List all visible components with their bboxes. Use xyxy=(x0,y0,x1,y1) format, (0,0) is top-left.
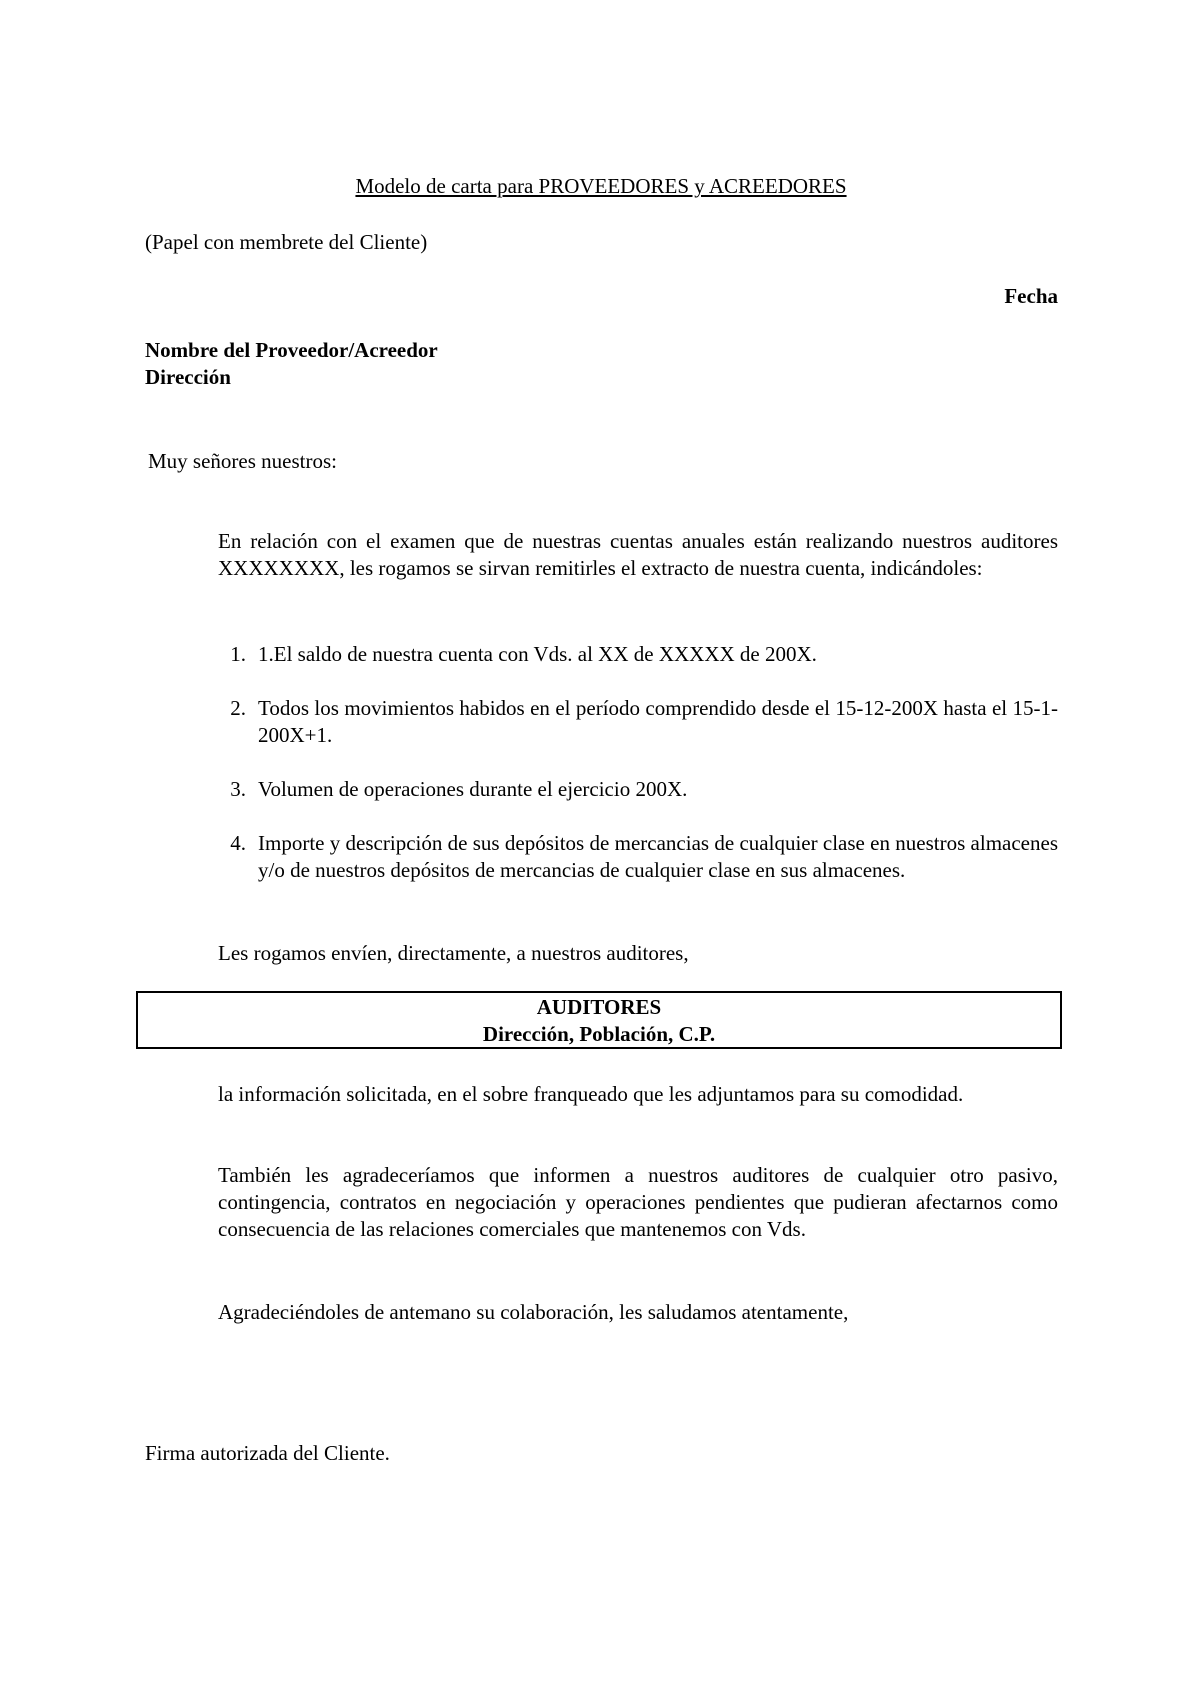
letterhead-note: (Papel con membrete del Cliente) xyxy=(145,230,428,254)
signature-line: Firma autorizada del Cliente. xyxy=(145,1441,390,1465)
list-item-number: 3. xyxy=(230,777,246,801)
request-line: Les rogamos envíen, directamente, a nuestros auditores, xyxy=(218,941,689,965)
list-item-number: 2. xyxy=(230,696,246,720)
list-item-text: Volumen de operaciones durante el ejercicio 200X. xyxy=(258,777,688,801)
recipient-name: Nombre del Proveedor/Acreedor xyxy=(145,338,438,362)
info-paragraph: la información solicitada, en el sobre franqueado que les adjuntamos para su comodidad. xyxy=(218,1082,964,1106)
closing-line: Agradeciéndoles de antemano su colaboración, les saludamos atentamente, xyxy=(218,1300,849,1324)
salutation: Muy señores nuestros: xyxy=(148,449,337,473)
letter-title: Modelo de carta para PROVEEDORES y ACREEDORES xyxy=(355,174,847,198)
recipient-address: Dirección xyxy=(145,365,231,389)
list-item-number: 4. xyxy=(230,831,246,855)
date-label: Fecha xyxy=(1004,284,1058,308)
auditors-box xyxy=(136,991,1062,1049)
list-item-text: Importe y descripción de sus depósitos de mercancias de cualquier clase en nuestros almacenes y/o de nuestros depósitos de mercancias de cualquier clase en sus almacenes. xyxy=(258,831,1058,882)
list-item-number: 1. xyxy=(230,642,246,666)
auditors-name: AUDITORES xyxy=(536,995,662,1019)
intro-paragraph: En relación con el examen que de nuestras cuentas anuales están realizando nuestros auditores XXXXXXXX, les rogamos se sirvan remitirles el extracto de nuestra cuenta, indicándoles: xyxy=(218,529,1058,580)
list-item-text: 1.El saldo de nuestra cuenta con Vds. al XX de XXXXX de 200X. xyxy=(258,642,817,666)
auditors-address: Dirección, Población, C.P. xyxy=(482,1022,716,1046)
also-paragraph: También les agradeceríamos que informen a nuestros auditores de cualquier otro pasivo, contingencia, contratos en negociación y operaciones pendientes que pudieran afectarnos como consecuencia de las relaciones comerciales que mantenemos con Vds. xyxy=(218,1163,1058,1241)
list-item-text: Todos los movimientos habidos en el período comprendido desde el 15-12-200X hasta el 15-1-200X+1. xyxy=(258,696,1058,747)
